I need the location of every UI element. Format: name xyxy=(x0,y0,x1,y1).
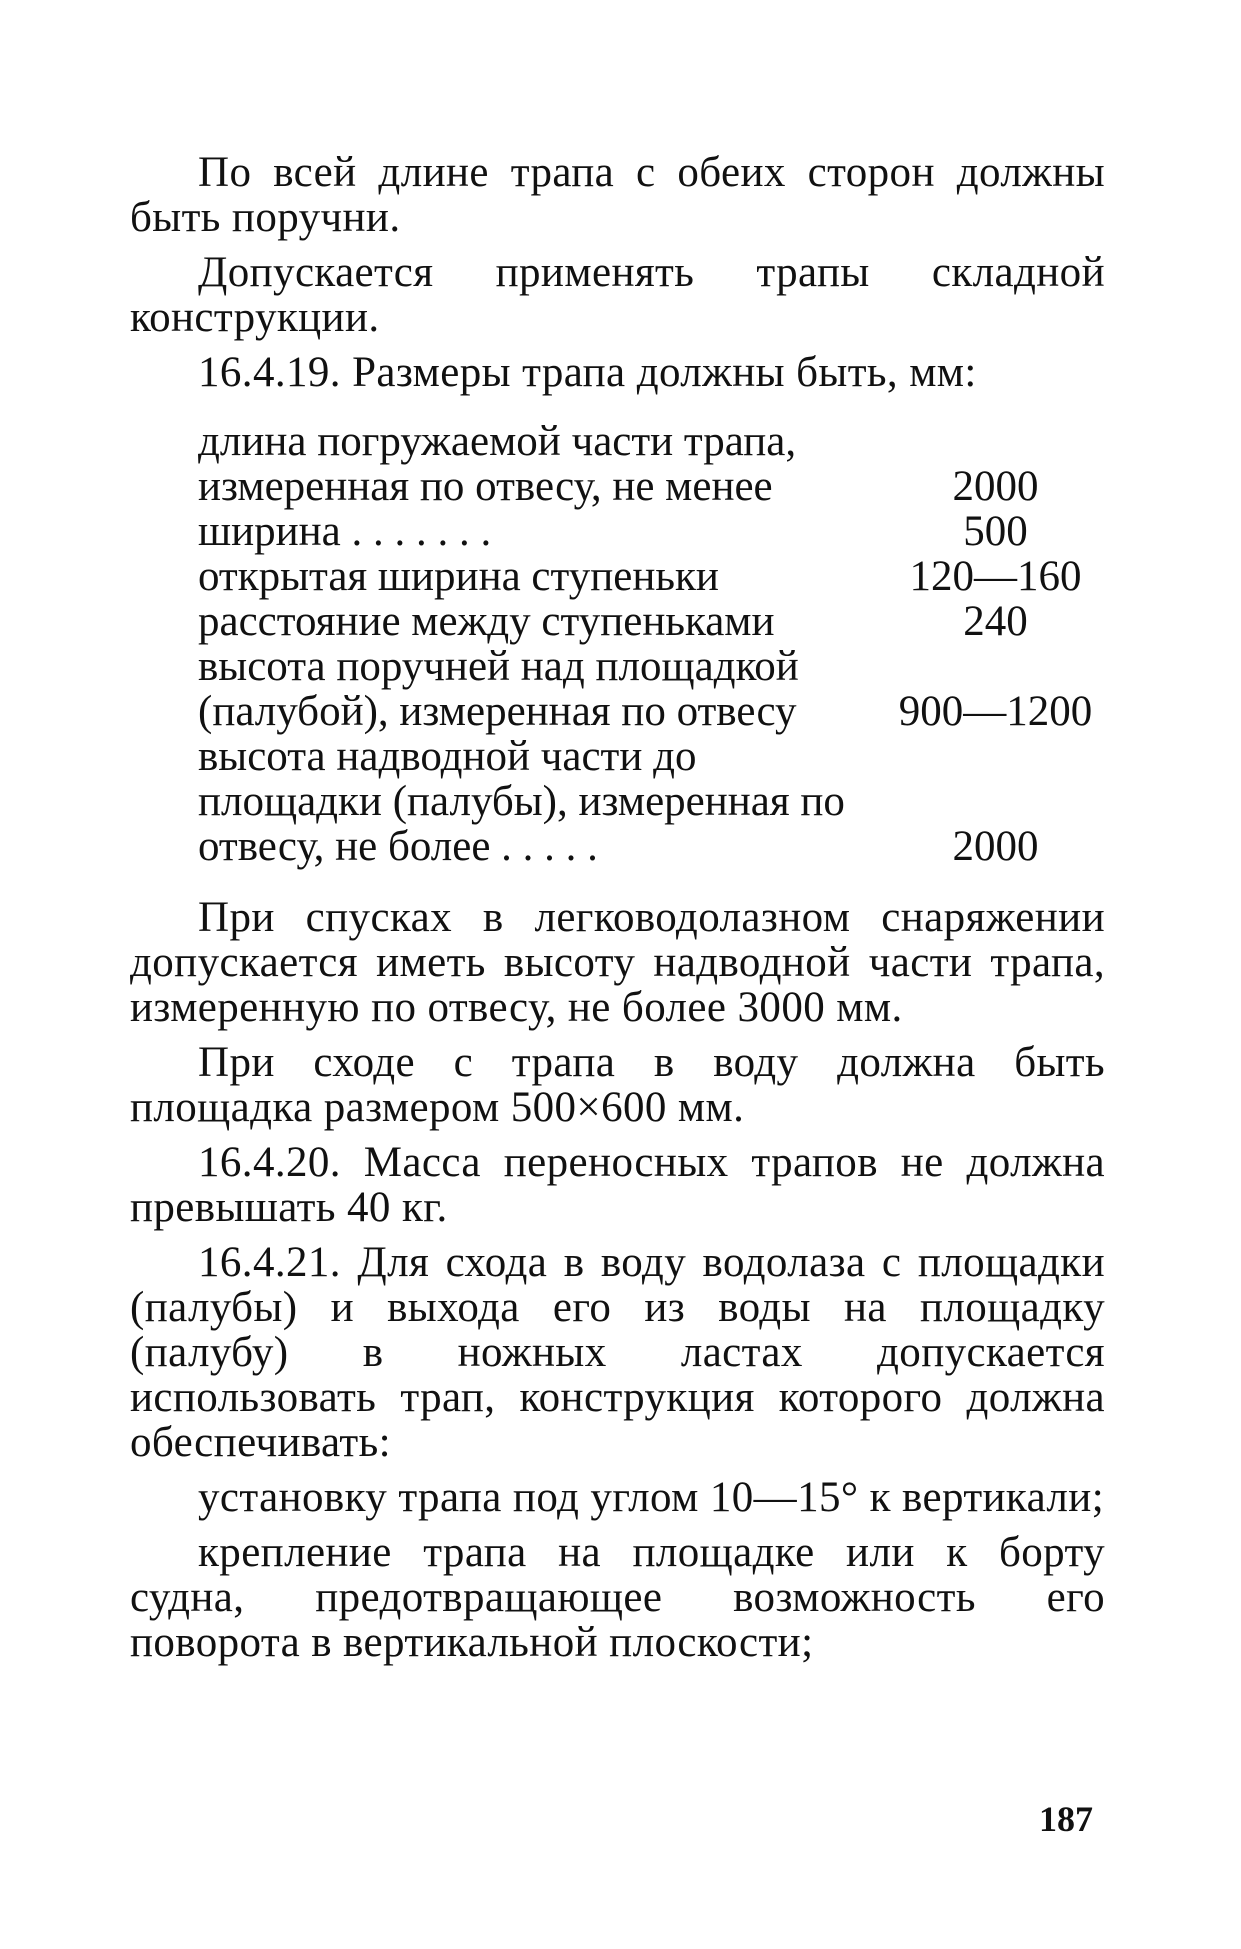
row-label: длина погружаемой части трапа, измеренная по отвесу, не менее xyxy=(198,418,807,510)
paragraph-light-diving-gear: При спусках в легководолазном снаряжении допускается иметь высоту надводной части трапа, измеренную по отвесу, не более 3000 мм. xyxy=(130,894,1105,1031)
paragraph-folding-ladders: Допускается применять трапы складной конструкции. xyxy=(130,249,1105,341)
list-item-ladder-angle: установку трапа под углом 10—15° к вертикали; xyxy=(198,1474,1105,1521)
row-value: 2000 xyxy=(952,823,1039,870)
paragraph-handrails: По всей длине трапа с обеих сторон должны быть поручни. xyxy=(130,149,1105,241)
row-value: 240 xyxy=(963,598,1028,645)
section-16-4-21: 16.4.21. Для схода в воду водолаза с площадки (палубы) и выхода его из воды на площадку (палубу) в ножных ластах допускается использовать трап, конструкция которого должна обеспечивать: xyxy=(130,1239,1105,1466)
table-row xyxy=(198,554,1103,599)
ladder-dimensions-table xyxy=(198,419,1103,869)
paragraph-water-platform: При сходе с трапа в воду должна быть площадка размером 500×600 мм. xyxy=(130,1039,1105,1131)
table-row xyxy=(198,509,1103,554)
row-label: ширина . . . . . . . xyxy=(198,508,492,555)
table-row xyxy=(198,419,1103,509)
list-item-ladder-mounting: крепление трапа на площадке или к борту судна, предотвращающее возможность его поворота в вертикальной плоскости; xyxy=(130,1529,1105,1666)
section-16-4-20: 16.4.20. Масса переносных трапов не должна превышать 40 кг. xyxy=(130,1139,1105,1231)
row-label: открытая ширина ступеньки xyxy=(198,553,719,600)
table-row xyxy=(198,734,1103,869)
row-value: 500 xyxy=(963,508,1028,555)
row-label: высота надводной части до площадки (палубы), измеренная по отвесу, не более . . . . . xyxy=(198,733,856,870)
table-row xyxy=(198,599,1103,644)
row-label: высота поручней над площадкой (палубой), измеренная по отвесу xyxy=(198,643,810,735)
page-number: 187 xyxy=(1039,1799,1093,1839)
row-value: 2000 xyxy=(952,463,1039,510)
table-row xyxy=(198,644,1103,734)
page-body xyxy=(130,150,1105,1675)
row-value: 120—160 xyxy=(909,553,1082,600)
row-label: расстояние между ступеньками xyxy=(198,598,775,645)
section-16-4-19-heading: 16.4.19. Размеры трапа должны быть, мм: xyxy=(198,349,977,396)
row-value: 900—1200 xyxy=(898,688,1093,735)
